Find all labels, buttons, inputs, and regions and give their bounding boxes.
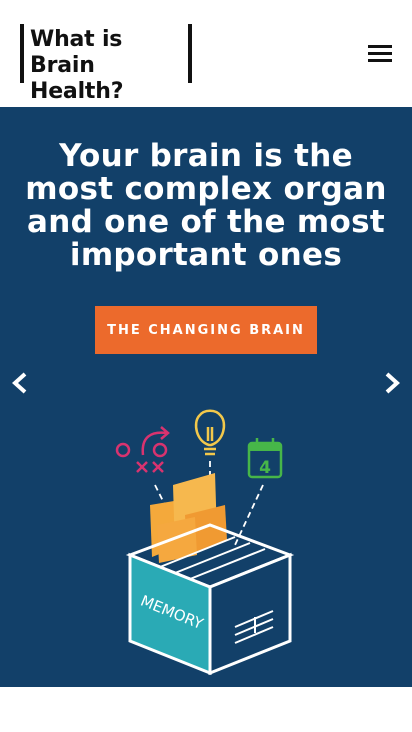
hamburger-menu-icon[interactable] (366, 42, 394, 64)
logo-bracket-right (188, 24, 192, 83)
box-label: MEMORY (137, 591, 206, 634)
hero-headline: Your brain is the most complex organ and one of the most important ones (25, 138, 387, 273)
logo-line-2: Brain Health? (30, 53, 124, 104)
light-bulb-icon (196, 411, 224, 454)
play-diagram-icon (117, 427, 168, 472)
calendar-number: 4 (259, 458, 271, 478)
logo-bracket-left (20, 24, 24, 83)
paper-stack (150, 473, 227, 563)
memory-box-illustration (105, 405, 305, 675)
chevron-right-icon[interactable] (380, 369, 404, 397)
site-logo[interactable] (20, 24, 192, 104)
logo-line-1: What is (30, 27, 123, 52)
logo-text (30, 27, 192, 105)
hero-carousel (0, 107, 412, 687)
site-header (0, 0, 412, 107)
calendar-icon (249, 438, 281, 478)
changing-brain-button[interactable]: THE CHANGING BRAIN (95, 306, 317, 354)
chevron-left-icon[interactable] (8, 369, 32, 397)
